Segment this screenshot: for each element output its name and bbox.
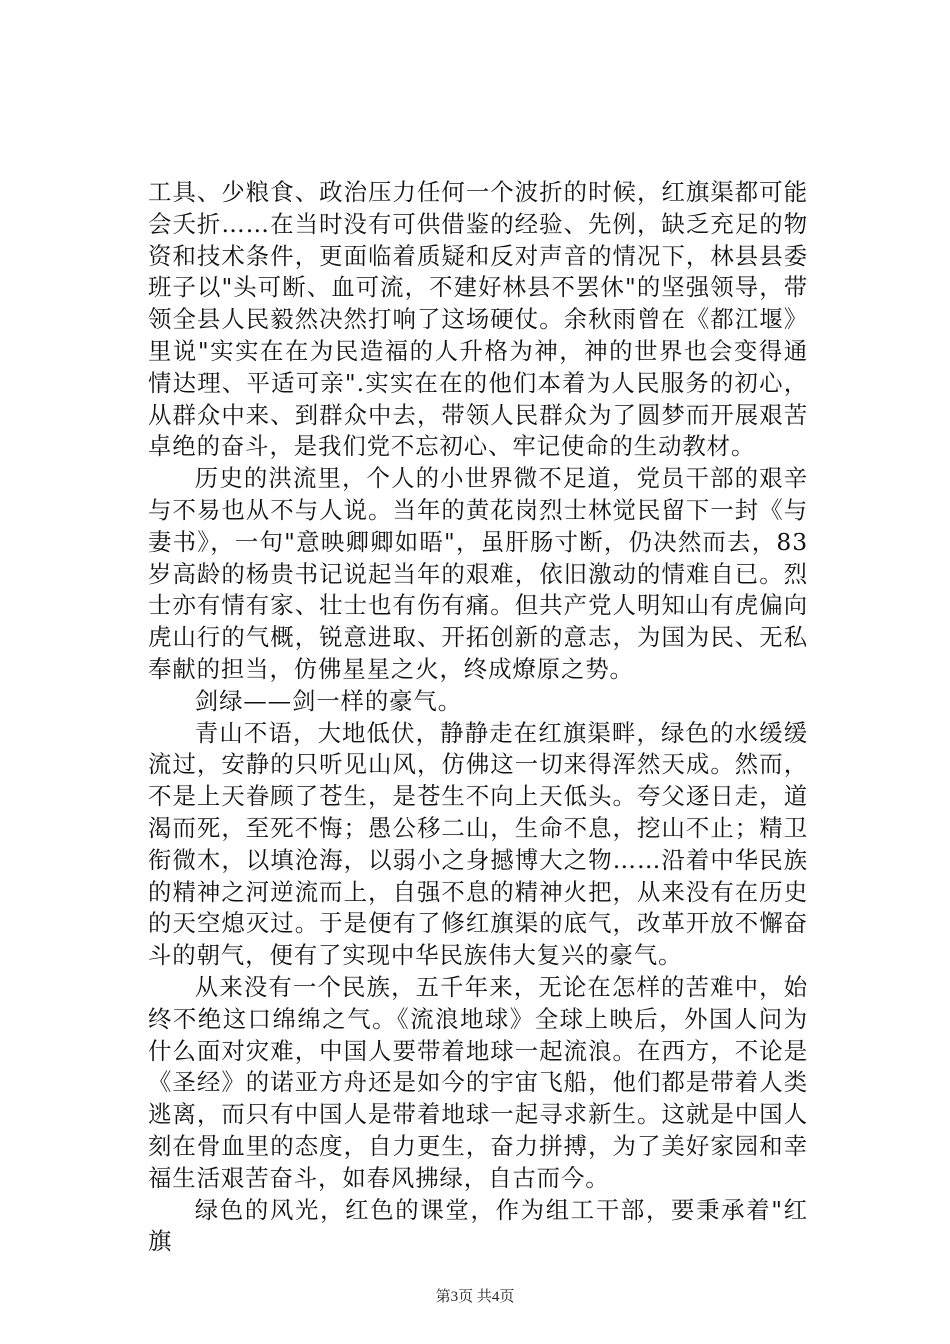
paragraph-continuation: 工具、少粮食、政治压力任何一个波折的时候，红旗渠都可能会夭折……在当时没有可供借鉴的经验、先例，缺乏充足的物资和技术条件，更面临着质疑和反对声音的情况下，林县县委班子以"头可断、血可流，不建好林县不罢休"的坚强领导，带领全县人民毅然决然打响了这场硬仗。余秋雨曾在《都江堰》里说"实实在在为民造福的人升格为神，神的世界也会变得通情达理、平适可亲".实实在在的他们本着为人民服务的初心，从群众中来、到群众中去，带领人民群众为了圆梦而开展艰苦卓绝的奋斗，是我们党不忘初心、牢记使命的生动教材。 (148, 178, 808, 461)
paragraph-history: 历史的洪流里，个人的小世界微不足道，党员干部的艰辛与不易也从不与人说。当年的黄花岗烈士林觉民留下一封《与妻书》，一句"意映卿卿如晤"，虽肝肠寸断，仍决然而去，83岁高龄的杨贵书记说起当年的艰难，依旧激动的情难自已。烈士亦有情有家、壮士也有伤有痛。但共产党人明知山有虎偏向虎山行的气概，锐意进取、开拓创新的意志，为国为民、无私奉献的担当，仿佛星星之火，终成燎原之势。 (148, 464, 808, 683)
paragraph-green-mountains: 青山不语，大地低伏，静静走在红旗渠畔，绿色的水缓缓流过，安静的只听见山风，仿佛这一切来得浑然天成。然而，不是上天眷顾了苍生，是苍生不向上天低头。夸父逐日走，道渴而死，至死不悔；愚公移二山，生命不息，挖山不止；精卫衔微木，以填沧海，以弱小之身撼博大之物……沿着中华民族的精神之河逆流而上，自强不息的精神火把，从来没有在历史的天空熄灭过。于是便有了修红旗渠的底气，改革开放不懈奋斗的朝气，便有了实现中华民族伟大复兴的豪气。 (148, 718, 808, 970)
document-body (148, 177, 808, 1258)
paragraph-nation-spirit: 从来没有一个民族，五千年来，无论在怎样的苦难中，始终不绝这口绵绵之气。《流浪地球》全球上映后，外国人问为什么面对灾难，中国人要带着地球一起流浪。在西方，不论是《圣经》的诺亚方舟还是如今的宇宙飞船，他们都是带着人类逃离，而只有中国人是带着地球一起寻求新生。这就是中国人刻在骨血里的态度，自力更生，奋力拼搏，为了美好家园和幸福生活艰苦奋斗，如春风拂绿，自古而今。 (148, 972, 808, 1192)
section-heading-jianlv: 剑绿——剑一样的豪气。 (194, 686, 462, 715)
paragraph-closing-fragment: 绿色的风光，红色的课堂，作为组工干部，要秉承着"红旗 (148, 1195, 808, 1256)
page-number-footer: 第3页 共4页 (435, 1289, 515, 1305)
